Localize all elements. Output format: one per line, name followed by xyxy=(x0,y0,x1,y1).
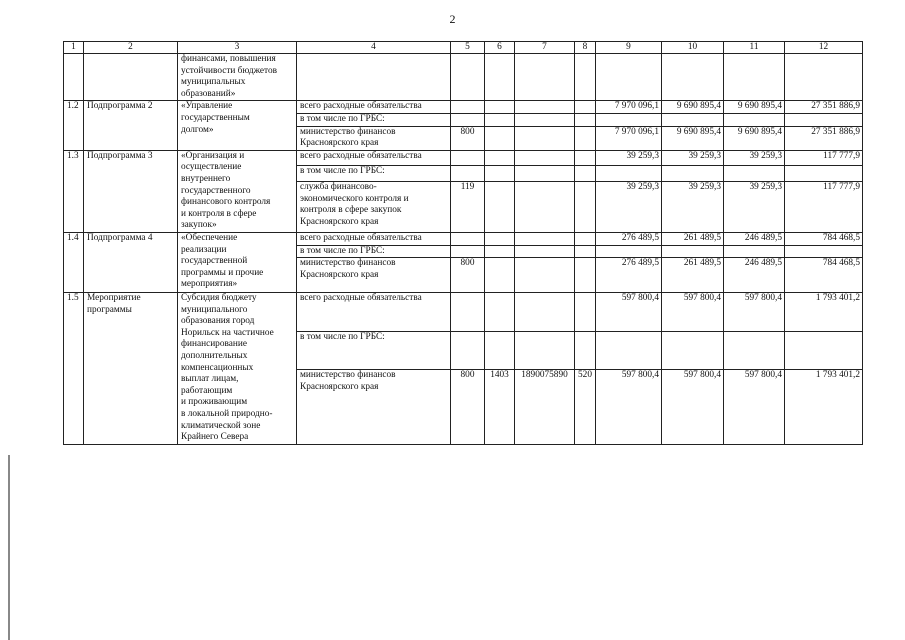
grbs-code: 119 xyxy=(451,181,485,232)
total-label: всего расходные обязательства xyxy=(297,101,451,114)
scan-edge xyxy=(8,455,10,640)
grbs-value: 597 800,4 xyxy=(596,370,662,444)
vr-code xyxy=(575,258,596,293)
grbs-value: 39 259,3 xyxy=(662,181,724,232)
rzpr-code xyxy=(485,258,515,293)
grbs-value: 276 489,5 xyxy=(596,258,662,293)
table-row xyxy=(64,293,863,332)
total-value: 9 690 895,4 xyxy=(662,101,724,114)
col-header: 10 xyxy=(662,42,724,54)
col-header: 8 xyxy=(575,42,596,54)
row-kind: Подпрограмма 3 xyxy=(84,150,178,232)
row-number: 1.4 xyxy=(64,232,84,292)
table-row xyxy=(64,101,863,114)
row-name: «Обеспечение реализации государственной программы и прочие мероприятия» xyxy=(178,232,297,292)
grbs-value: 261 489,5 xyxy=(662,258,724,293)
rzpr-code: 1403 xyxy=(485,370,515,444)
row-kind: Подпрограмма 4 xyxy=(84,232,178,292)
grbs-value: 597 800,4 xyxy=(662,370,724,444)
budget-table xyxy=(63,41,863,445)
row-name: «Управление государственным долгом» xyxy=(178,101,297,150)
grbs-value: 9 690 895,4 xyxy=(724,126,785,150)
total-value: 784 468,5 xyxy=(785,232,863,245)
table-row xyxy=(64,150,863,166)
col-header: 4 xyxy=(297,42,451,54)
table-row-continuation xyxy=(64,54,863,101)
table-row xyxy=(64,232,863,245)
total-value: 39 259,3 xyxy=(724,150,785,166)
header-row xyxy=(64,42,863,54)
grbs-label: в том числе по ГРБС: xyxy=(297,166,451,182)
vr-code xyxy=(575,181,596,232)
grbs-value: 7 970 096,1 xyxy=(596,126,662,150)
total-label: всего расходные обязательства xyxy=(297,150,451,166)
total-label: всего расходные обязательства xyxy=(297,293,451,332)
row-kind: Подпрограмма 2 xyxy=(84,101,178,150)
total-value: 39 259,3 xyxy=(596,150,662,166)
total-value: 117 777,9 xyxy=(785,150,863,166)
grbs-value: 39 259,3 xyxy=(724,181,785,232)
grbs-name: служба финансово- экономического контроля и контроля в сфере закупок Красноярского края xyxy=(297,181,451,232)
grbs-value: 597 800,4 xyxy=(724,370,785,444)
col-header: 7 xyxy=(515,42,575,54)
total-value: 276 489,5 xyxy=(596,232,662,245)
grbs-name: министерство финансов Красноярского края xyxy=(297,258,451,293)
total-value: 9 690 895,4 xyxy=(724,101,785,114)
row-name: «Организация и осуществление внутреннего государственного финансового контроля и контроля в сфере закупок» xyxy=(178,150,297,232)
csr-code: 1890075890 xyxy=(515,370,575,444)
row-number: 1.3 xyxy=(64,150,84,232)
col-header: 9 xyxy=(596,42,662,54)
grbs-label: в том числе по ГРБС: xyxy=(297,245,451,258)
col-header: 12 xyxy=(785,42,863,54)
grbs-value: 246 489,5 xyxy=(724,258,785,293)
total-value: 39 259,3 xyxy=(662,150,724,166)
total-label: всего расходные обязательства xyxy=(297,232,451,245)
grbs-value: 27 351 886,9 xyxy=(785,126,863,150)
row-kind: Мероприятие программы xyxy=(84,293,178,445)
col-header: 11 xyxy=(724,42,785,54)
total-value: 7 970 096,1 xyxy=(596,101,662,114)
total-value: 246 489,5 xyxy=(724,232,785,245)
program-name: финансами, повышения устойчивости бюджетов муниципальных образований» xyxy=(178,54,297,101)
csr-code xyxy=(515,258,575,293)
csr-code xyxy=(515,181,575,232)
grbs-code: 800 xyxy=(451,258,485,293)
grbs-code: 800 xyxy=(451,126,485,150)
total-value: 597 800,4 xyxy=(662,293,724,332)
col-header: 5 xyxy=(451,42,485,54)
total-value: 261 489,5 xyxy=(662,232,724,245)
csr-code xyxy=(515,126,575,150)
row-number: 1.5 xyxy=(64,293,84,445)
grbs-label: в том числе по ГРБС: xyxy=(297,113,451,126)
grbs-value: 117 777,9 xyxy=(785,181,863,232)
grbs-name: министерство финансов Красноярского края xyxy=(297,126,451,150)
grbs-label: в том числе по ГРБС: xyxy=(297,331,451,370)
col-header: 2 xyxy=(84,42,178,54)
grbs-code: 800 xyxy=(451,370,485,444)
grbs-name: министерство финансов Красноярского края xyxy=(297,370,451,444)
row-name: Субсидия бюджету муниципального образования город Норильск на частичное финансирование дополнительных компенсационных выплат лицам, работающим и проживающим в локальной природно- климатической зоне Крайнего Севера xyxy=(178,293,297,445)
grbs-value: 1 793 401,2 xyxy=(785,370,863,444)
grbs-value: 39 259,3 xyxy=(596,181,662,232)
vr-code xyxy=(575,126,596,150)
col-header: 6 xyxy=(485,42,515,54)
grbs-value: 784 468,5 xyxy=(785,258,863,293)
grbs-value: 9 690 895,4 xyxy=(662,126,724,150)
rzpr-code xyxy=(485,126,515,150)
row-number: 1.2 xyxy=(64,101,84,150)
page-number: 2 xyxy=(449,12,456,26)
total-value: 597 800,4 xyxy=(724,293,785,332)
total-value: 597 800,4 xyxy=(596,293,662,332)
total-value: 27 351 886,9 xyxy=(785,101,863,114)
rzpr-code xyxy=(485,181,515,232)
col-header: 3 xyxy=(178,42,297,54)
col-header: 1 xyxy=(64,42,84,54)
total-value: 1 793 401,2 xyxy=(785,293,863,332)
vr-code: 520 xyxy=(575,370,596,444)
